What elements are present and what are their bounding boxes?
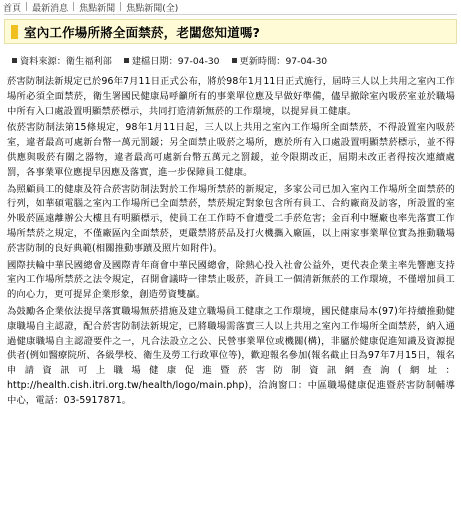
source-text: 資料來源：衛生福利部 (20, 56, 112, 67)
title-marker-icon (11, 25, 18, 39)
divider (4, 14, 457, 15)
article-paragraph: 依菸害防制法第15條規定，98年1月11日起，三人以上共用之室內工作場所全面禁菸，不得設置室內吸菸室，違者最高可處新台幣一萬元罰鍰；另全面禁止吸菸之場所，應於所有入口處設置明顯禁菸標示，並不得供應與吸菸有關之器物，違者最高可處新台幣五萬元之罰鍰，並令限期改正，屆期未改正者得按次連續處罰，各事業單位應提早因應及落實，進一步保障員工健康。 (7, 122, 455, 178)
breadcrumb-separator: | (119, 2, 123, 12)
breadcrumb-separator: | (25, 2, 29, 12)
breadcrumb-separator: | (72, 2, 76, 12)
article-paragraph: 為照顧員工的健康及符合菸害防制法對於工作場所禁菸的新規定，多家公司已加入室內工作場所全面禁菸的行列，如華碩電腦之室內工作場所已全面禁菸，禁菸規定對象包含所有員工、合約廠商及訪客，所設置的室外吸菸區遠離辦公大樓且有明顯標示，使員工在工作時不會遭受二手菸危害；金百利中壢廠也率先落實工作場所禁菸之規定，不僅廠區內全面禁菸，更嚴禁將菸品及打火機攜入廠區，以上兩家事業單位實為推動職場菸害防制的良好典範(相關推動事蹟及照片如附件)。 (7, 183, 455, 254)
breadcrumb-focus-news-link[interactable]: 焦點新聞 (79, 3, 116, 14)
article-title: 室內工作場所將全面禁菸，老闆您知道嗎? (24, 24, 261, 40)
article-body (0, 75, 461, 409)
breadcrumb-focus-news-all-link[interactable]: 焦點新聞(全) (126, 3, 179, 14)
source-info (12, 53, 112, 67)
updated-time-info (232, 53, 328, 67)
square-bullet-icon (12, 58, 17, 63)
breadcrumb (0, 0, 461, 14)
breadcrumb-home-link[interactable]: 首頁 (3, 3, 22, 14)
article-title-bar (4, 19, 457, 44)
breadcrumb-news-link[interactable]: 最新消息 (32, 3, 69, 14)
created-date-info (124, 53, 220, 67)
article-paragraph: 為鼓勵各企業依法提早落實職場無菸措施及建立職場員工健康之工作環境，國民健康局本(97)年持續推動健康職場自主認證，配合菸害防制法新規定，已將職場需落實三人以上共用之室內工作場所全面禁菸，納入通過健康職場自主認證要件之一，凡合法設立之公、民營事業單位或機關(構)，非屬於健康促進知識及資源提供者(例如醫療院所、各級學校、衛生及勞工行政單位等)，歡迎報名參加(報名截止日為97年7月15日，報名申請資訊可上職場健康促進暨菸害防制資訊網查詢(網址：http://health.cish.itri.org.tw/health/logo/main.php)，洽詢窗口：中區職場健康促進暨菸害防制輔導中心，電話：03-5917871。 (7, 305, 455, 406)
article-paragraph: 國際扶輪中華民國總會及國際青年商會中華民國總會，除熱心投入社會公益外，更代表企業主率先響應支持室內工作場所禁菸之法令規定，召開會議時一律禁止吸菸，許員工一個清新無菸的工作環境，不僅增加員工的向心力，更可提昇企業形象，創造勞資雙贏。 (7, 259, 455, 301)
square-bullet-icon (124, 58, 129, 63)
updated-time-text: 更新時間：97-04-30 (239, 56, 328, 67)
created-date-text: 建檔日期：97-04-30 (131, 56, 220, 67)
article-meta (0, 53, 461, 67)
article-paragraph: 菸害防制法新規定已於96年7月11日正式公布，將於98年1月11日正式施行，屆時三人以上共用之室內工作場所必須全面禁菸，衛生署國民健康局呼籲所有的事業單位應及早做好準備，儘早撤除室內吸菸室並於職場中所有入口處設置明顯禁菸標示，共同打造清新無菸的工作環境，以提昇員工健康。 (7, 76, 455, 117)
square-bullet-icon (232, 58, 237, 63)
